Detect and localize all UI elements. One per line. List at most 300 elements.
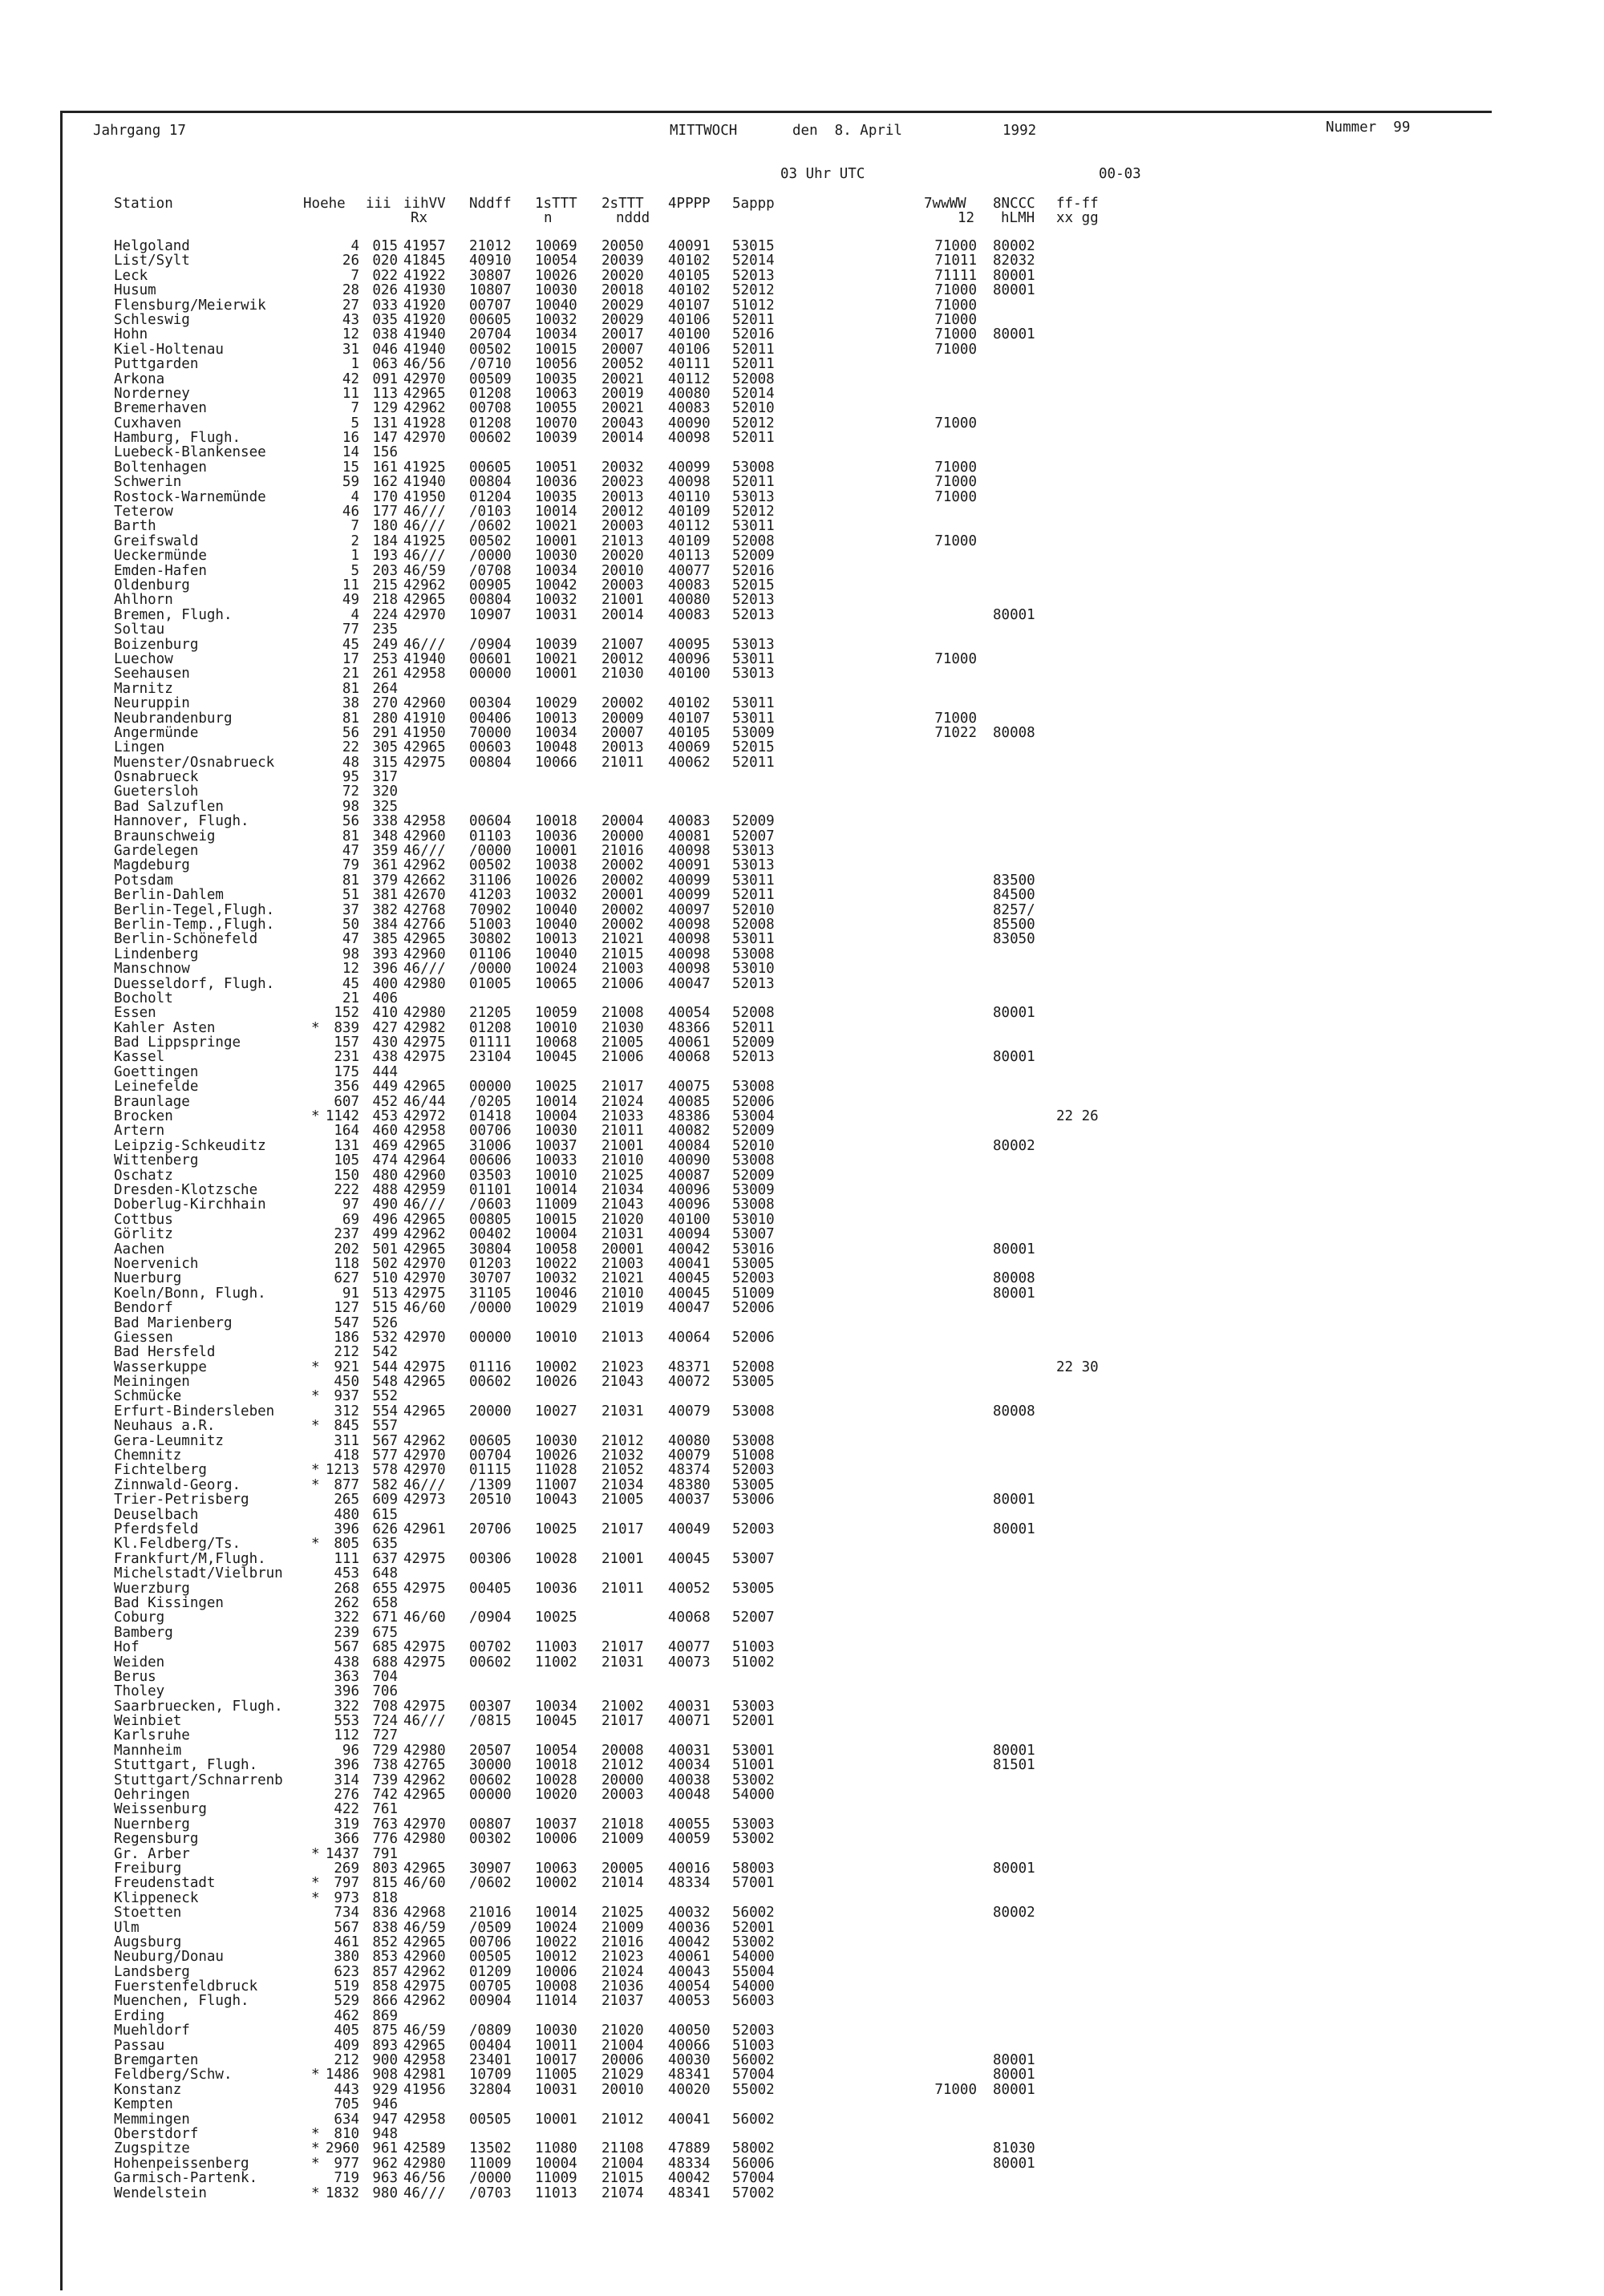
station-name: Cuxhaven bbox=[114, 415, 182, 431]
table-row bbox=[63, 770, 1492, 784]
group-tendency: 52011 bbox=[732, 356, 775, 373]
group-tendency: 55002 bbox=[732, 2081, 775, 2098]
station-name: Kassel bbox=[114, 1049, 165, 1066]
table-row bbox=[63, 564, 1492, 578]
group-iihvv: 42964 bbox=[403, 1152, 446, 1169]
group-clouds: 83050 bbox=[993, 931, 1035, 948]
station-name: Rostock-Warnemünde bbox=[114, 488, 266, 505]
station-name: Oehringen bbox=[114, 1787, 190, 1804]
group-tendency: 52011 bbox=[732, 1019, 775, 1036]
station-index: 180 bbox=[372, 518, 398, 535]
group-dewpoint: 20002 bbox=[602, 916, 644, 933]
group-dewpoint: 21004 bbox=[602, 2037, 644, 2054]
table-row bbox=[63, 652, 1492, 666]
group-dewpoint: 20003 bbox=[602, 577, 644, 593]
table-row bbox=[63, 2067, 1492, 2082]
group-iihvv: 41920 bbox=[403, 311, 446, 328]
station-name: Magdeburg bbox=[114, 857, 190, 874]
issue-number: Nummer 99 bbox=[1326, 119, 1411, 136]
station-index: 706 bbox=[372, 1683, 398, 1700]
group-pressure: 40075 bbox=[668, 1079, 711, 1095]
group-nddff: 21012 bbox=[469, 238, 512, 254]
group-tendency: 53011 bbox=[732, 931, 775, 948]
group-temp: 10030 bbox=[535, 2023, 577, 2039]
group-nddff: 30804 bbox=[469, 1241, 512, 1257]
group-tendency: 51008 bbox=[732, 1448, 775, 1464]
station-name: Wittenberg bbox=[114, 1152, 199, 1169]
table-row bbox=[63, 298, 1492, 313]
station-index: 544 bbox=[372, 1359, 398, 1375]
group-pressure: 48366 bbox=[668, 1019, 711, 1036]
group-tendency: 53013 bbox=[732, 843, 775, 860]
col-ttt2-sub: nddd bbox=[616, 210, 650, 226]
table-row bbox=[63, 1743, 1492, 1758]
station-name: Kahler Asten bbox=[114, 1019, 216, 1036]
group-nddff: 00505 bbox=[469, 1949, 512, 1966]
group-iihvv: 42965 bbox=[403, 1403, 446, 1419]
group-tendency: 53011 bbox=[732, 650, 775, 667]
group-dewpoint: 21034 bbox=[602, 1182, 644, 1198]
group-dewpoint: 20012 bbox=[602, 504, 644, 520]
group-iihvv: 46/59 bbox=[403, 2023, 446, 2039]
group-nddff: 01116 bbox=[469, 1359, 512, 1375]
group-tendency: 52013 bbox=[732, 606, 775, 623]
col-nddff: Nddff bbox=[469, 196, 512, 212]
group-temp: 10006 bbox=[535, 1831, 577, 1848]
station-name: List/Sylt bbox=[114, 253, 190, 269]
table-row bbox=[63, 740, 1492, 755]
group-tendency: 56002 bbox=[732, 2111, 775, 2128]
group-tendency: 51012 bbox=[732, 297, 775, 314]
group-iihvv: 46/// bbox=[403, 961, 446, 978]
group-temp: 10024 bbox=[535, 961, 577, 978]
station-name: Oldenburg bbox=[114, 577, 190, 593]
table-row bbox=[63, 829, 1492, 844]
group-clouds: 82032 bbox=[993, 253, 1035, 269]
group-dewpoint: 21034 bbox=[602, 1476, 644, 1493]
group-pressure: 40036 bbox=[668, 1919, 711, 1936]
table-row bbox=[63, 2009, 1492, 2023]
elevation: 49 bbox=[342, 592, 359, 609]
group-nddff: 00805 bbox=[469, 1211, 512, 1228]
station-name: Stuttgart, Flugh. bbox=[114, 1757, 258, 1774]
group-tendency: 53009 bbox=[732, 724, 775, 741]
station-name: Schmücke bbox=[114, 1388, 182, 1405]
group-tendency: 58003 bbox=[732, 1860, 775, 1877]
group-pressure: 40106 bbox=[668, 311, 711, 328]
group-temp: 10018 bbox=[535, 1757, 577, 1774]
station-name: Klippeneck bbox=[114, 1889, 199, 1906]
station-index: 853 bbox=[372, 1949, 398, 1966]
group-iihvv: 42962 bbox=[403, 857, 446, 874]
station-name: Oberstdorf bbox=[114, 2126, 199, 2142]
station-name: Luebeck-Blankensee bbox=[114, 444, 266, 461]
elevation: 98 bbox=[342, 946, 359, 962]
station-index: 947 bbox=[372, 2111, 398, 2128]
group-tendency: 52006 bbox=[732, 1093, 775, 1110]
station-name: Brocken bbox=[114, 1108, 173, 1125]
station-index: 900 bbox=[372, 2052, 398, 2069]
group-dewpoint: 20039 bbox=[602, 253, 644, 269]
table-row bbox=[63, 2023, 1492, 2038]
elevation: 150 bbox=[334, 1167, 359, 1184]
table-row bbox=[63, 977, 1492, 991]
group-dewpoint: 20002 bbox=[602, 872, 644, 889]
station-name: Karlsruhe bbox=[114, 1727, 190, 1744]
group-temp: 10069 bbox=[535, 238, 577, 254]
station-index: 582 bbox=[372, 1476, 398, 1493]
table-row bbox=[63, 357, 1492, 371]
group-temp: 10004 bbox=[535, 1226, 577, 1243]
col-www: 7wwWW bbox=[924, 196, 966, 212]
elevation: 15 bbox=[342, 459, 359, 476]
station-index: 317 bbox=[372, 769, 398, 786]
group-pressure: 40072 bbox=[668, 1374, 711, 1391]
station-index: 235 bbox=[372, 622, 398, 638]
group-pressure: 40105 bbox=[668, 724, 711, 741]
group-tendency: 53007 bbox=[732, 1226, 775, 1243]
group-dewpoint: 21004 bbox=[602, 2155, 644, 2172]
station-index: 131 bbox=[372, 415, 398, 431]
group-tendency: 52003 bbox=[732, 1270, 775, 1287]
group-tendency: 53003 bbox=[732, 1816, 775, 1832]
group-nddff: 00605 bbox=[469, 1432, 512, 1449]
group-dewpoint: 20043 bbox=[602, 415, 644, 431]
mountain-marker: * bbox=[311, 1388, 320, 1405]
group-pressure: 40030 bbox=[668, 2052, 711, 2069]
group-pressure: 40091 bbox=[668, 238, 711, 254]
elevation: 97 bbox=[342, 1197, 359, 1213]
group-tendency: 52001 bbox=[732, 1713, 775, 1730]
table-row bbox=[63, 1375, 1492, 1389]
group-clouds: 80008 bbox=[993, 1270, 1035, 1287]
elevation: 21 bbox=[342, 990, 359, 1006]
station-index: 577 bbox=[372, 1448, 398, 1464]
station-index: 532 bbox=[372, 1329, 398, 1346]
station-name: Passau bbox=[114, 2037, 165, 2054]
group-iihvv: 42982 bbox=[403, 1019, 446, 1036]
elevation: 480 bbox=[334, 1506, 359, 1523]
group-clouds: 80001 bbox=[993, 606, 1035, 623]
group-nddff: /0904 bbox=[469, 636, 512, 653]
station-index: 836 bbox=[372, 1905, 398, 1921]
group-temp: 10026 bbox=[535, 1374, 577, 1391]
station-index: 410 bbox=[372, 1005, 398, 1022]
group-nddff: 00604 bbox=[469, 813, 512, 830]
station-index: 761 bbox=[372, 1801, 398, 1818]
group-dewpoint: 21023 bbox=[602, 1359, 644, 1375]
group-iihvv: 42975 bbox=[403, 1285, 446, 1302]
group-tendency: 52009 bbox=[732, 813, 775, 830]
group-iihvv: 42965 bbox=[403, 1137, 446, 1154]
table-row bbox=[63, 2053, 1492, 2067]
group-pressure: 40109 bbox=[668, 504, 711, 520]
group-tendency: 52010 bbox=[732, 901, 775, 918]
station-index: 980 bbox=[372, 2185, 398, 2201]
station-index: 305 bbox=[372, 739, 398, 756]
group-temp: 11028 bbox=[535, 1462, 577, 1479]
group-temp: 11009 bbox=[535, 1197, 577, 1213]
elevation: 11 bbox=[342, 385, 359, 402]
group-dewpoint: 20003 bbox=[602, 1787, 644, 1804]
station-index: 161 bbox=[372, 459, 398, 476]
group-dewpoint: 21002 bbox=[602, 1698, 644, 1715]
station-name: Guetersloh bbox=[114, 784, 199, 800]
group-pressure: 40095 bbox=[668, 636, 711, 653]
table-row bbox=[63, 1389, 1492, 1403]
group-nddff: 00406 bbox=[469, 710, 512, 727]
group-pressure: 40041 bbox=[668, 1255, 711, 1272]
table-row bbox=[63, 932, 1492, 946]
station-index: 203 bbox=[372, 562, 398, 579]
station-index: 609 bbox=[372, 1492, 398, 1508]
group-tendency: 52006 bbox=[732, 1329, 775, 1346]
station-index: 727 bbox=[372, 1727, 398, 1744]
group-tendency: 52013 bbox=[732, 267, 775, 284]
elevation: 380 bbox=[334, 1949, 359, 1966]
table-row bbox=[63, 460, 1492, 475]
group-temp: 10010 bbox=[535, 1019, 577, 1036]
group-temp: 11013 bbox=[535, 2185, 577, 2201]
group-tendency: 52009 bbox=[732, 1035, 775, 1051]
group-dewpoint: 21020 bbox=[602, 2023, 644, 2039]
group-dewpoint: 21017 bbox=[602, 1713, 644, 1730]
station-name: Stuttgart/Schnarrenb bbox=[114, 1772, 283, 1788]
station-name: Michelstadt/Vielbrun bbox=[114, 1565, 283, 1582]
elevation: 438 bbox=[334, 1654, 359, 1670]
station-index: 526 bbox=[372, 1314, 398, 1331]
group-pressure: 40077 bbox=[668, 1639, 711, 1656]
group-temp: 10026 bbox=[535, 872, 577, 889]
table-row bbox=[63, 1448, 1492, 1463]
elevation: 1 bbox=[350, 548, 359, 565]
station-index: 400 bbox=[372, 975, 398, 992]
station-name: Marnitz bbox=[114, 680, 173, 697]
station-index: 857 bbox=[372, 1963, 398, 1980]
col-ttt1: 1sTTT bbox=[535, 196, 577, 212]
elevation: 175 bbox=[334, 1063, 359, 1080]
group-weather: 71000 bbox=[934, 238, 977, 254]
group-iihvv: 41922 bbox=[403, 267, 446, 284]
group-tendency: 52016 bbox=[732, 562, 775, 579]
group-pressure: 40098 bbox=[668, 843, 711, 860]
elevation: 396 bbox=[334, 1683, 359, 1700]
station-index: 567 bbox=[372, 1432, 398, 1449]
group-dewpoint: 21017 bbox=[602, 1079, 644, 1095]
group-nddff: 00605 bbox=[469, 459, 512, 476]
group-dewpoint: 20002 bbox=[602, 901, 644, 918]
station-index: 359 bbox=[372, 843, 398, 860]
station-name: Leinefelde bbox=[114, 1079, 199, 1095]
group-weather: 71000 bbox=[934, 415, 977, 431]
group-tendency: 53007 bbox=[732, 1550, 775, 1567]
elevation: 111 bbox=[334, 1550, 359, 1567]
group-clouds: 80001 bbox=[993, 1492, 1035, 1508]
station-name: Kl.Feldberg/Ts. bbox=[114, 1536, 241, 1553]
group-iihvv: 42975 bbox=[403, 1654, 446, 1670]
group-temp: 10070 bbox=[535, 415, 577, 431]
table-row bbox=[63, 1905, 1492, 1920]
group-temp: 10021 bbox=[535, 518, 577, 535]
group-tendency: 52008 bbox=[732, 1005, 775, 1022]
group-tendency: 52008 bbox=[732, 916, 775, 933]
col-nccc-sub: hLMH bbox=[1001, 210, 1035, 226]
group-pressure: 40037 bbox=[668, 1492, 711, 1508]
group-iihvv: 42965 bbox=[403, 592, 446, 609]
table-row bbox=[63, 519, 1492, 533]
station-index: 658 bbox=[372, 1594, 398, 1611]
station-name: Augsburg bbox=[114, 1934, 182, 1950]
station-name: Noervenich bbox=[114, 1255, 199, 1272]
table-row bbox=[63, 1758, 1492, 1772]
elevation: 797 bbox=[334, 1875, 359, 1892]
table-row bbox=[63, 2171, 1492, 2185]
group-dewpoint: 21033 bbox=[602, 1108, 644, 1125]
group-dewpoint: 20003 bbox=[602, 518, 644, 535]
group-iihvv: 42975 bbox=[403, 1978, 446, 1995]
elevation: 56 bbox=[342, 724, 359, 741]
group-tendency: 52012 bbox=[732, 504, 775, 520]
station-index: 501 bbox=[372, 1241, 398, 1257]
table-row bbox=[63, 2141, 1492, 2156]
station-name: Feldberg/Schw. bbox=[114, 2067, 233, 2083]
group-clouds: 80001 bbox=[993, 1860, 1035, 1877]
station-name: Wendelstein bbox=[114, 2185, 207, 2201]
table-row bbox=[63, 696, 1492, 711]
group-temp: 10001 bbox=[535, 532, 577, 549]
elevation: 43 bbox=[342, 311, 359, 328]
group-weather: 71111 bbox=[934, 267, 977, 284]
station-name: Muenster/Osnabrueck bbox=[114, 754, 275, 771]
table-row bbox=[63, 1640, 1492, 1654]
report-sheet bbox=[60, 111, 1492, 2290]
station-name: Bad Salzuflen bbox=[114, 798, 224, 815]
station-index: 685 bbox=[372, 1639, 398, 1656]
elevation: 623 bbox=[334, 1963, 359, 1980]
station-name: Manschnow bbox=[114, 961, 190, 978]
group-temp: 11005 bbox=[535, 2067, 577, 2083]
group-temp: 10063 bbox=[535, 1860, 577, 1877]
group-tendency: 53005 bbox=[732, 1580, 775, 1597]
elevation: 405 bbox=[334, 2023, 359, 2039]
station-index: 626 bbox=[372, 1521, 398, 1537]
station-name: Pferdsfeld bbox=[114, 1521, 199, 1537]
group-dewpoint: 20013 bbox=[602, 488, 644, 505]
station-index: 469 bbox=[372, 1137, 398, 1154]
group-pressure: 48374 bbox=[668, 1462, 711, 1479]
station-index: 184 bbox=[372, 532, 398, 549]
group-tendency: 53005 bbox=[732, 1374, 775, 1391]
group-nddff: 70000 bbox=[469, 724, 512, 741]
group-tendency: 52011 bbox=[732, 754, 775, 771]
group-pressure: 40048 bbox=[668, 1787, 711, 1804]
group-temp: 10015 bbox=[535, 341, 577, 358]
elevation: 977 bbox=[334, 2155, 359, 2172]
group-pressure: 40050 bbox=[668, 2023, 711, 2039]
group-iihvv: 42962 bbox=[403, 400, 446, 417]
group-iihvv: 42970 bbox=[403, 371, 446, 387]
group-pressure: 40061 bbox=[668, 1949, 711, 1966]
station-index: 815 bbox=[372, 1875, 398, 1892]
station-name: Tholey bbox=[114, 1683, 165, 1700]
group-iihvv: 42972 bbox=[403, 1108, 446, 1125]
elevation: 4 bbox=[350, 238, 359, 254]
group-tendency: 52006 bbox=[732, 1300, 775, 1317]
mountain-marker: * bbox=[311, 1536, 320, 1553]
elevation: 921 bbox=[334, 1359, 359, 1375]
station-name: Freiburg bbox=[114, 1860, 182, 1877]
group-dewpoint: 20005 bbox=[602, 1860, 644, 1877]
station-index: 270 bbox=[372, 695, 398, 712]
elevation: 81 bbox=[342, 710, 359, 727]
group-dewpoint: 21013 bbox=[602, 532, 644, 549]
group-dewpoint: 20000 bbox=[602, 828, 644, 844]
group-pressure: 40080 bbox=[668, 385, 711, 402]
mountain-marker: * bbox=[311, 1889, 320, 1906]
group-temp: 10002 bbox=[535, 1359, 577, 1375]
station-index: 763 bbox=[372, 1816, 398, 1832]
table-row bbox=[63, 593, 1492, 607]
elevation: 396 bbox=[334, 1521, 359, 1537]
group-clouds: 80002 bbox=[993, 238, 1035, 254]
elevation: 212 bbox=[334, 1344, 359, 1361]
group-pressure: 40090 bbox=[668, 1152, 711, 1169]
group-pressure: 40112 bbox=[668, 518, 711, 535]
group-nddff: 01115 bbox=[469, 1462, 512, 1479]
group-nddff: 00904 bbox=[469, 1993, 512, 2010]
group-temp: 10034 bbox=[535, 1698, 577, 1715]
group-dewpoint: 20006 bbox=[602, 2052, 644, 2069]
group-temp: 10040 bbox=[535, 901, 577, 918]
station-name: Koeln/Bonn, Flugh. bbox=[114, 1285, 266, 1302]
group-temp: 10065 bbox=[535, 975, 577, 992]
elevation: 839 bbox=[334, 1019, 359, 1036]
group-iihvv: 42958 bbox=[403, 2052, 446, 2069]
group-tendency: 51001 bbox=[732, 1757, 775, 1774]
group-iihvv: 42975 bbox=[403, 1698, 446, 1715]
group-nddff: 00807 bbox=[469, 1816, 512, 1832]
station-name: Garmisch-Partenk. bbox=[114, 2170, 258, 2187]
column-header bbox=[63, 196, 1492, 228]
station-index: 261 bbox=[372, 666, 398, 682]
col-station: Station bbox=[114, 196, 173, 212]
group-iihvv: 46/60 bbox=[403, 1875, 446, 1892]
group-nddff: 00602 bbox=[469, 1654, 512, 1670]
elevation: 42 bbox=[342, 371, 359, 387]
group-pressure: 40047 bbox=[668, 1300, 711, 1317]
group-dewpoint: 21005 bbox=[602, 1492, 644, 1508]
station-index: 020 bbox=[372, 253, 398, 269]
group-iihvv: 42958 bbox=[403, 2111, 446, 2128]
group-temp: 10048 bbox=[535, 739, 577, 756]
table-row bbox=[63, 1197, 1492, 1212]
table-row bbox=[63, 1213, 1492, 1227]
group-pressure: 40096 bbox=[668, 1197, 711, 1213]
group-pressure: 40112 bbox=[668, 371, 711, 387]
group-pressure: 40045 bbox=[668, 1550, 711, 1567]
table-row bbox=[63, 1684, 1492, 1699]
group-pressure: 40054 bbox=[668, 1005, 711, 1022]
group-nddff: 30907 bbox=[469, 1860, 512, 1877]
group-nddff: 00707 bbox=[469, 297, 512, 314]
elevation: 547 bbox=[334, 1314, 359, 1331]
group-nddff: 23401 bbox=[469, 2052, 512, 2069]
group-nddff: 01101 bbox=[469, 1182, 512, 1198]
station-index: 384 bbox=[372, 916, 398, 933]
group-tendency: 52011 bbox=[732, 430, 775, 447]
station-name: Muehldorf bbox=[114, 2023, 190, 2039]
station-index: 961 bbox=[372, 2140, 398, 2157]
